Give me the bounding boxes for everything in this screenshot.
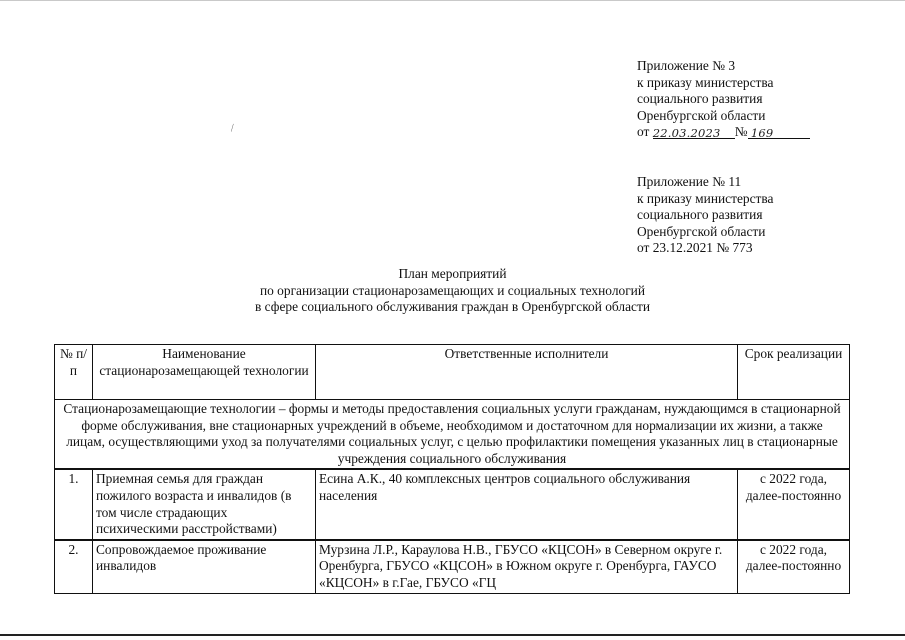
scan-edge-top [0, 0, 905, 1]
appendix-3-line: Приложение № 3 [637, 58, 736, 73]
appendix-3-line: к приказу министерства [637, 74, 774, 90]
appendix-11-line: Приложение № 11 [637, 174, 742, 189]
appendix-11-block [637, 174, 773, 257]
section-row [55, 400, 850, 470]
plan-table [54, 344, 850, 594]
row-responsible: Мурзина Л.Р., Караулова Н.В., ГБУСО «КЦСОН» в Северном округе г. Оренбурга, ГБУСО «КЦСОН» в Южном округе г. Оренбурга, ГАУСО «КЦСОН» в г.Гае, ГБУСО «ГЦ [316, 540, 738, 593]
row-technology-name: Сопровождаемое проживание инвалидов [93, 540, 316, 593]
table-row [55, 469, 850, 539]
header-technology-name: Наименование стационарозамещающей технологии [93, 345, 316, 400]
plan-title-line: в сфере социального обслуживания граждан в Оренбургской области [255, 299, 650, 315]
appendix-11-line: к приказу министерства [637, 190, 774, 206]
appendix-3-order-line [637, 124, 810, 141]
row-technology-name: Приемная семья для граждан пожилого возраста и инвалидов (в том числе страдающих психическими расстройствами) [93, 469, 316, 539]
handwritten-number: 169 [750, 126, 774, 141]
row-term: с 2022 года, далее-постоянно [738, 540, 850, 593]
stray-pen-mark: ⁄ [229, 123, 236, 135]
appendix-11-line: от 23.12.2021 № 773 [637, 240, 753, 256]
header-number: № п/п [55, 345, 93, 400]
handwritten-date: 22.03.2023 [652, 126, 721, 141]
appendix-3-line: социального развития [637, 91, 763, 107]
row-term: с 2022 года, далее-постоянно [738, 469, 850, 539]
row-number: 2. [55, 540, 93, 593]
header-term: Срок реализации [738, 345, 850, 400]
date-underline [653, 124, 735, 139]
number-prefix: № [734, 124, 748, 140]
row-number: 1. [55, 469, 93, 539]
plan-title-line: по организации стационарозамещающих и социальных технологий [259, 282, 646, 298]
section-description: Стационарозамещающие технологии – формы и методы предоставления социальных услуги гражданам, нуждающимся в стационарной форме обслуживания, вне стационарных учреждений в объеме, необходимом и достаточном для нормализации их жизни, а также лицам, осуществляющими уход за получателями социальных услуг, с целью профилактики помещения указанных лиц в стационарные учреждения социального обслуживания [55, 400, 850, 470]
table-header-row [55, 345, 850, 400]
appendix-11-line: социального развития [637, 207, 763, 223]
appendix-11-line: Оренбургской области [637, 223, 766, 239]
plan-title-line: План мероприятий [398, 266, 507, 281]
date-prefix: от [637, 124, 650, 140]
appendix-3-block [637, 58, 810, 141]
table-row [55, 540, 850, 593]
number-underline [748, 124, 810, 139]
appendix-3-line: Оренбургской области [637, 107, 766, 123]
scan-edge-bottom [0, 634, 905, 636]
plan-title [0, 266, 905, 316]
header-responsible: Ответственные исполнители [316, 345, 738, 400]
row-responsible: Есина А.К., 40 комплексных центров социального обслуживания населения [316, 469, 738, 539]
